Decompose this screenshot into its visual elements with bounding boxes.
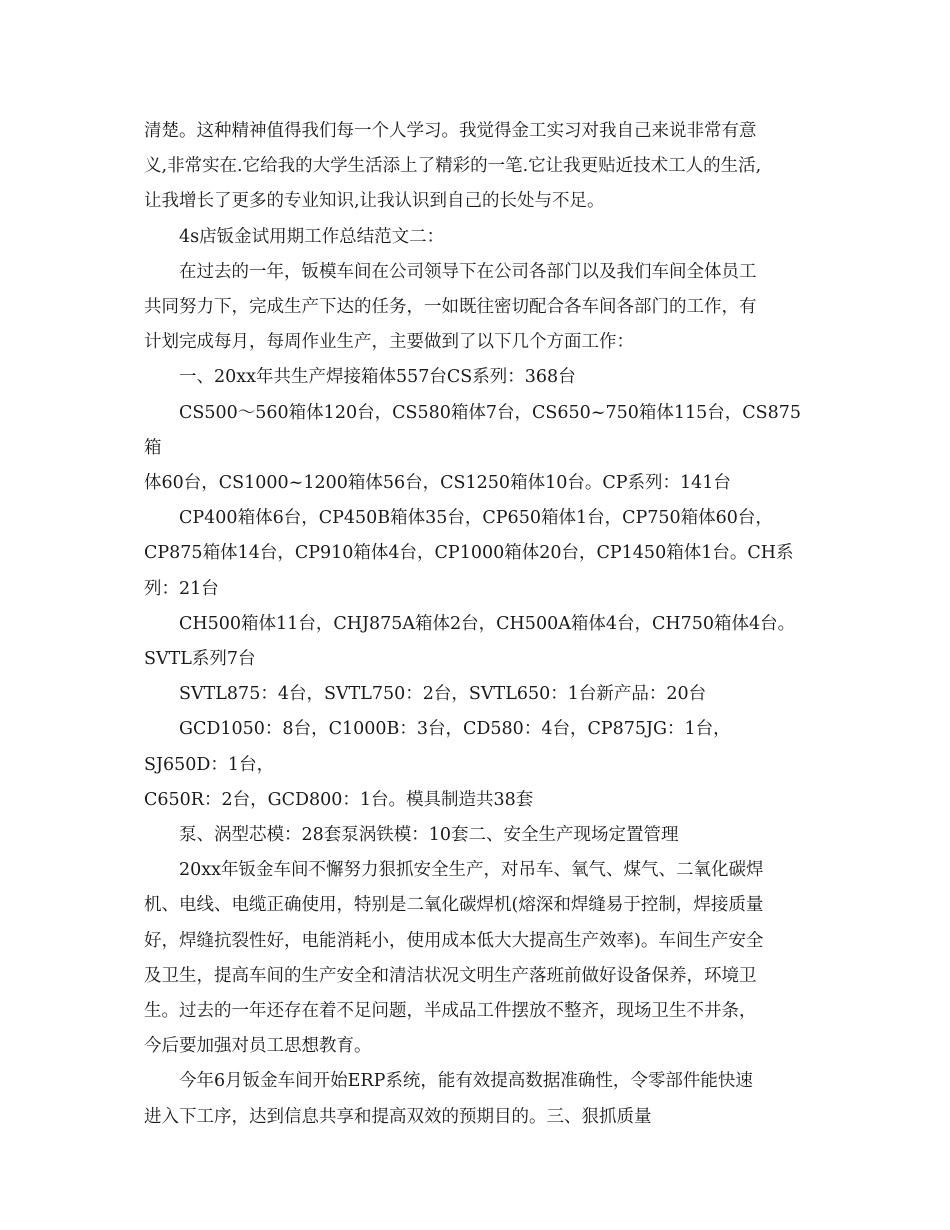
document-body [144,114,810,1135]
paragraph-3: 在过去的一年，钣模车间在公司领导下在公司各部门以及我们车间全体员工 共同努力下，完成生产下达的任务，一如既往密切配合各车间各部门的工作，有 计划完成每月，每周作业生产，主要做到了以下几个方面工作： [144,261,757,353]
paragraph-6: CP400箱体6台，CP450B箱体35台，CP650箱体1台，CP750箱体60台， CP875箱体14台，CP910箱体4台，CP1000箱体20台，CP1450箱体1台。CH系 列：21台 [144,508,794,599]
paragraph-1: 清楚。这种精神值得我们每一个人学习。我觉得金工实习对我自己来说非常有意 义,非常实在.它给我的大学生活添上了精彩的一笔.它让我更贴近技术工人的生活, 让我增长了更多的专业知识,让我认识到自己的长处与不足。 [144,121,762,212]
paragraph-12: 今年6月钣金车间开始ERP系统，能有效提高数据准确性，令零部件能快速 进入下工序，达到信息共享和提高双效的预期目的。三、狠抓质量 [144,1071,753,1127]
paragraph-11: 20xx年钣金车间不懈努力狠抓安全生产，对吊车、氧气、煤气、二氧化碳焊 机、电线、电缆正确使用，特别是二氧化碳焊机(熔深和焊缝易于控制，焊接质量 好，焊缝抗裂性好，电能消耗小，使用成本低大大提高生产效率)。车间生产安全 及卫生，提高车间的生产安全和清洁状况文明生产落班前做好设备保养，环境卫 生。过去的一年还存在着不足问题，半成品工件摆放不整齐，现场卫生不井条， 今后要加强对员工思想教育。 [144,860,764,1057]
paragraph-10: 泵、涡型芯模：28套泵涡铁模：10套二、安全生产现场定置管理 [179,825,679,846]
paragraph-8: SVTL875：4台，SVTL750：2台，SVTL650：1台新产品：20台 [179,684,707,705]
paragraph-9: GCD1050：8台，C1000B：3台，CD580：4台，CP875JG：1台，SJ650D：1台， C650R：2台，GCD800：1台。模具制造共38套 [144,719,731,810]
paragraph-7: CH500箱体11台，CHJ875A箱体2台，CH500A箱体4台，CH750箱体4台。 SVTL系列7台 [144,613,796,670]
paragraph-4: 一、20xx年共生产焊接箱体557台CS系列：368台 [179,367,576,388]
paragraph-5: CS500～560箱体120台，CS580箱体7台，CS650~750箱体115台，CS875箱 体60台，CS1000~1200箱体56台，CS1250箱体10台。CP系列：141台 [144,402,802,494]
paragraph-2-heading: 4s店钣金试用期工作总结范文二： [179,226,445,247]
